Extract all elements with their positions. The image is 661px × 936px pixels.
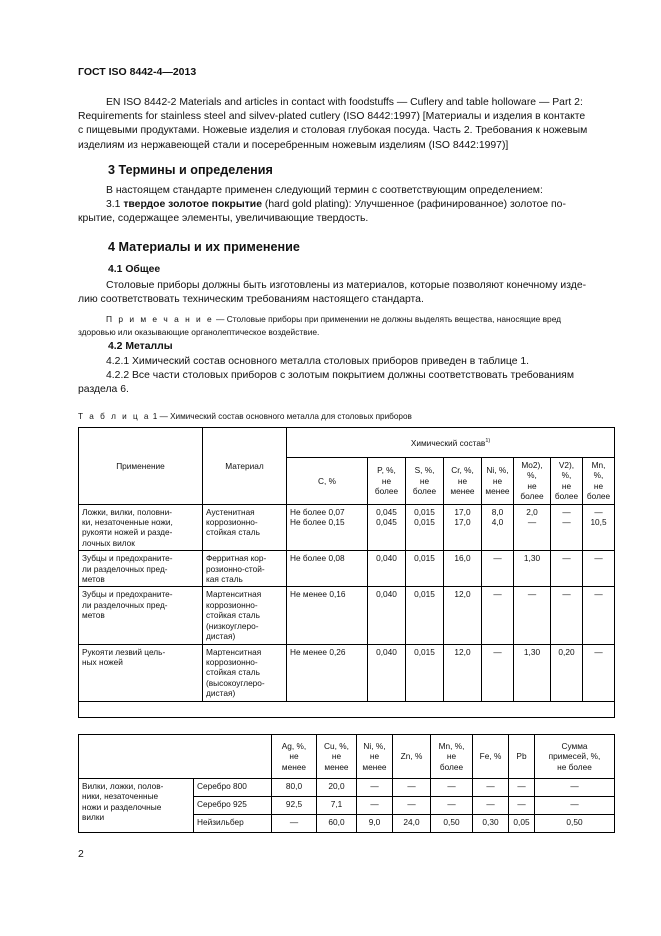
t2-col-header: Cu, %, не менее xyxy=(317,735,357,779)
cell-use: Ложки, вилки, половни- ки, незаточенные ножи, рукояти ножей и разде- лочных вилок xyxy=(79,504,203,551)
t2-header-blank xyxy=(79,735,272,779)
section-4-2-title: 4.2 Металлы xyxy=(108,341,173,352)
t1-col-header: Mo2), %, не более xyxy=(514,458,551,505)
ref-line-4: изделиям из нержавеющей стали и посеребренным ножевым изделиям (ISO 8442:1997)] xyxy=(78,139,509,151)
cell-value: 16,0 xyxy=(444,551,482,587)
t2-col-header: Zn, % xyxy=(393,735,431,779)
cell-value: — xyxy=(482,644,514,701)
normative-reference xyxy=(78,96,614,153)
t2-col-header: Ag, %, не менее xyxy=(272,735,317,779)
cell-value: 9,0 xyxy=(357,815,393,833)
table-caption-text: 1 — Химический состав основного металла для столовых приборов xyxy=(150,412,412,421)
cell-value: 0,015 xyxy=(406,644,444,701)
cell-value: — 10,5 xyxy=(583,504,615,551)
cell-value: 0,015 xyxy=(406,551,444,587)
cell-material: Ферритная кор- розионно-стой- кая сталь xyxy=(203,551,287,587)
t1-col-header: V2), %, не более xyxy=(551,458,583,505)
cell-value: — xyxy=(583,644,615,701)
cell-value: — xyxy=(431,779,473,797)
table-caption xyxy=(78,412,412,421)
cell-value: 92,5 xyxy=(272,797,317,815)
cell-value: 0,20 xyxy=(551,644,583,701)
section-3-title: 3 Термины и определения xyxy=(108,163,273,177)
t2-col-header: Сумма примесей, %, не более xyxy=(535,735,615,779)
table-row xyxy=(79,504,615,551)
header-chem-text: Химический состав xyxy=(410,438,486,449)
cell-value: — xyxy=(583,551,615,587)
cell-value: — xyxy=(431,797,473,815)
cell-use: Рукояти лезвий цель- ных ножей xyxy=(79,644,203,701)
table-row xyxy=(79,551,615,587)
section-3-intro: В настоящем стандарте применен следующий термин с соответствующим определением: xyxy=(106,185,543,196)
term-definition xyxy=(78,198,614,226)
section-4-2-2-line-2: раздела 6. xyxy=(78,384,129,396)
t1-col-header: Mn, %, не более xyxy=(583,458,615,505)
section-4-1-text xyxy=(78,279,614,307)
cell-value: 24,0 xyxy=(393,815,431,833)
ref-line-2: Requirements for stainless steel and silvev-plated cutlery (ISO 8442:1997) [Материалы и изделия в контакте xyxy=(78,111,586,123)
t2-col-header: Mn, %, не более xyxy=(431,735,473,779)
cell-value: 17,0 17,0 xyxy=(444,504,482,551)
cell-value: 0,30 xyxy=(473,815,509,833)
cell-value: Не более 0,07 Не более 0,15 xyxy=(287,504,368,551)
header-chemical-composition xyxy=(287,428,615,458)
cell-use: Зубцы и предохраните- ли разделочных пред- метов xyxy=(79,551,203,587)
section-4-1-line-1: Столовые приборы должны быть изготовлены из материалов, которые позволяют конечному изде- xyxy=(106,280,587,291)
cell-value: 1,30 xyxy=(514,551,551,587)
cell-value: — xyxy=(272,815,317,833)
table-row xyxy=(79,644,615,701)
silver-alloys-table xyxy=(78,734,615,833)
cell-value: Не более 0,08 xyxy=(287,551,368,587)
cell-material: Мартенситная коррозионно- стойкая сталь (высокоуглеро- дистая) xyxy=(203,644,287,701)
t2-col-header: Pb xyxy=(509,735,535,779)
cell-value: 7,1 xyxy=(317,797,357,815)
cell-value: — xyxy=(535,797,615,815)
cell-value: — xyxy=(482,551,514,587)
cell-value: — xyxy=(357,779,393,797)
cell-value: Не менее 0,26 xyxy=(287,644,368,701)
section-4-title: 4 Материалы и их применение xyxy=(108,240,300,254)
term-def-2: крытие, содержащее элементы, увеличивающие твердость. xyxy=(78,213,369,225)
note xyxy=(78,313,614,339)
document-header: ГОСТ ISO 8442-4—2013 xyxy=(78,66,197,78)
cell-value: — xyxy=(473,779,509,797)
t1-col-header: C, % xyxy=(287,458,368,505)
cell-value: 0,015 xyxy=(406,587,444,644)
cell-value: — xyxy=(509,797,535,815)
note-text-1: — Столовые приборы при применении не должны выделять вещества, наносящие вред xyxy=(213,314,562,324)
cell-value: 0,05 xyxy=(509,815,535,833)
cell-value: — xyxy=(535,779,615,797)
t2-col-header: Fe, % xyxy=(473,735,509,779)
cell-value: 12,0 xyxy=(444,644,482,701)
cell-value: 12,0 xyxy=(444,587,482,644)
cell-value: — xyxy=(393,779,431,797)
term-def-1: (hard gold plating): Улучшенное (рафинированное) золотое по- xyxy=(261,199,566,210)
cell-value: 0,015 0,015 xyxy=(406,504,444,551)
cell-material: Серебро 925 xyxy=(194,797,272,815)
chemical-composition-table xyxy=(78,427,615,718)
cell-use: Вилки, ложки, полов- ники, незаточенные ножи и разделочные вилки xyxy=(79,779,194,833)
cell-value: 0,50 xyxy=(431,815,473,833)
cell-value: 0,040 xyxy=(368,551,406,587)
page-number: 2 xyxy=(78,849,84,860)
cell-value: 80,0 xyxy=(272,779,317,797)
t1-col-header: Ni, %, не менее xyxy=(482,458,514,505)
cell-use: Зубцы и предохраните- ли разделочных пред- метов xyxy=(79,587,203,644)
note-text-2: здоровью или оказывающие органолептическое воздействие. xyxy=(78,327,320,337)
header-use: Применение xyxy=(79,428,203,505)
section-4-2-1-text: 4.2.1 Химический состав основного металла столовых приборов приведен в таблице 1. xyxy=(106,356,530,367)
term-name: твердое золотое покрытие xyxy=(123,199,262,210)
cell-value: 8,0 4,0 xyxy=(482,504,514,551)
cell-material: Мартенситная коррозионно- стойкая сталь (низкоуглеро- дистая) xyxy=(203,587,287,644)
cell-value: 20,0 xyxy=(317,779,357,797)
cell-material: Нейзильбер xyxy=(194,815,272,833)
section-4-2-2-text xyxy=(78,369,614,397)
table-row xyxy=(79,587,615,644)
cell-value: Не менее 0,16 xyxy=(287,587,368,644)
cell-value: — xyxy=(482,587,514,644)
cell-value: — xyxy=(551,551,583,587)
cell-material: Серебро 800 xyxy=(194,779,272,797)
cell-value: — xyxy=(583,587,615,644)
cell-value: 0,50 xyxy=(535,815,615,833)
t2-col-header: Ni, %, не менее xyxy=(357,735,393,779)
t1-col-header: Cr, %, не менее xyxy=(444,458,482,505)
cell-material: Аустенитная коррозионно- стойкая сталь xyxy=(203,504,287,551)
table-spacer-row xyxy=(79,701,615,717)
cell-value: — xyxy=(514,587,551,644)
term-number: 3.1 xyxy=(106,199,124,210)
section-4-1-line-2: лию соответствовать техническим требованиям настоящего стандарта. xyxy=(78,294,424,306)
cell-value: — xyxy=(393,797,431,815)
ref-line-1: EN ISO 8442-2 Materials and articles in contact with foodstuffs — Cuflery and table holloware — Part 2: xyxy=(106,97,583,108)
cell-value: — xyxy=(357,797,393,815)
note-label: П р и м е ч а н и е xyxy=(106,314,214,324)
cell-value: — xyxy=(551,587,583,644)
cell-value: 0,040 xyxy=(368,644,406,701)
header-material: Материал xyxy=(203,428,287,505)
cell-value: 60,0 xyxy=(317,815,357,833)
table-row xyxy=(79,779,615,797)
cell-value: 2,0 — xyxy=(514,504,551,551)
cell-value: — xyxy=(473,797,509,815)
table-caption-label: Т а б л и ц а xyxy=(78,412,151,421)
section-4-2-2-line-1: 4.2.2 Все части столовых приборов с золотым покрытием должны соответствовать требованиям xyxy=(106,370,574,381)
cell-value: 0,040 xyxy=(368,587,406,644)
section-4-1-title: 4.1 Общее xyxy=(108,264,161,275)
cell-value: — xyxy=(509,779,535,797)
cell-value: 1,30 xyxy=(514,644,551,701)
cell-value: 0,045 0,045 xyxy=(368,504,406,551)
cell-value: — — xyxy=(551,504,583,551)
header-chem-footnote: 1) xyxy=(485,438,491,445)
ref-line-3: с пищевыми продуктами. Ножевые изделия и столовая глубокая посуда. Часть 2. Требования к ножевым xyxy=(78,125,588,137)
t1-col-header: S, %, не более xyxy=(406,458,444,505)
t1-col-header: P, %, не более xyxy=(368,458,406,505)
